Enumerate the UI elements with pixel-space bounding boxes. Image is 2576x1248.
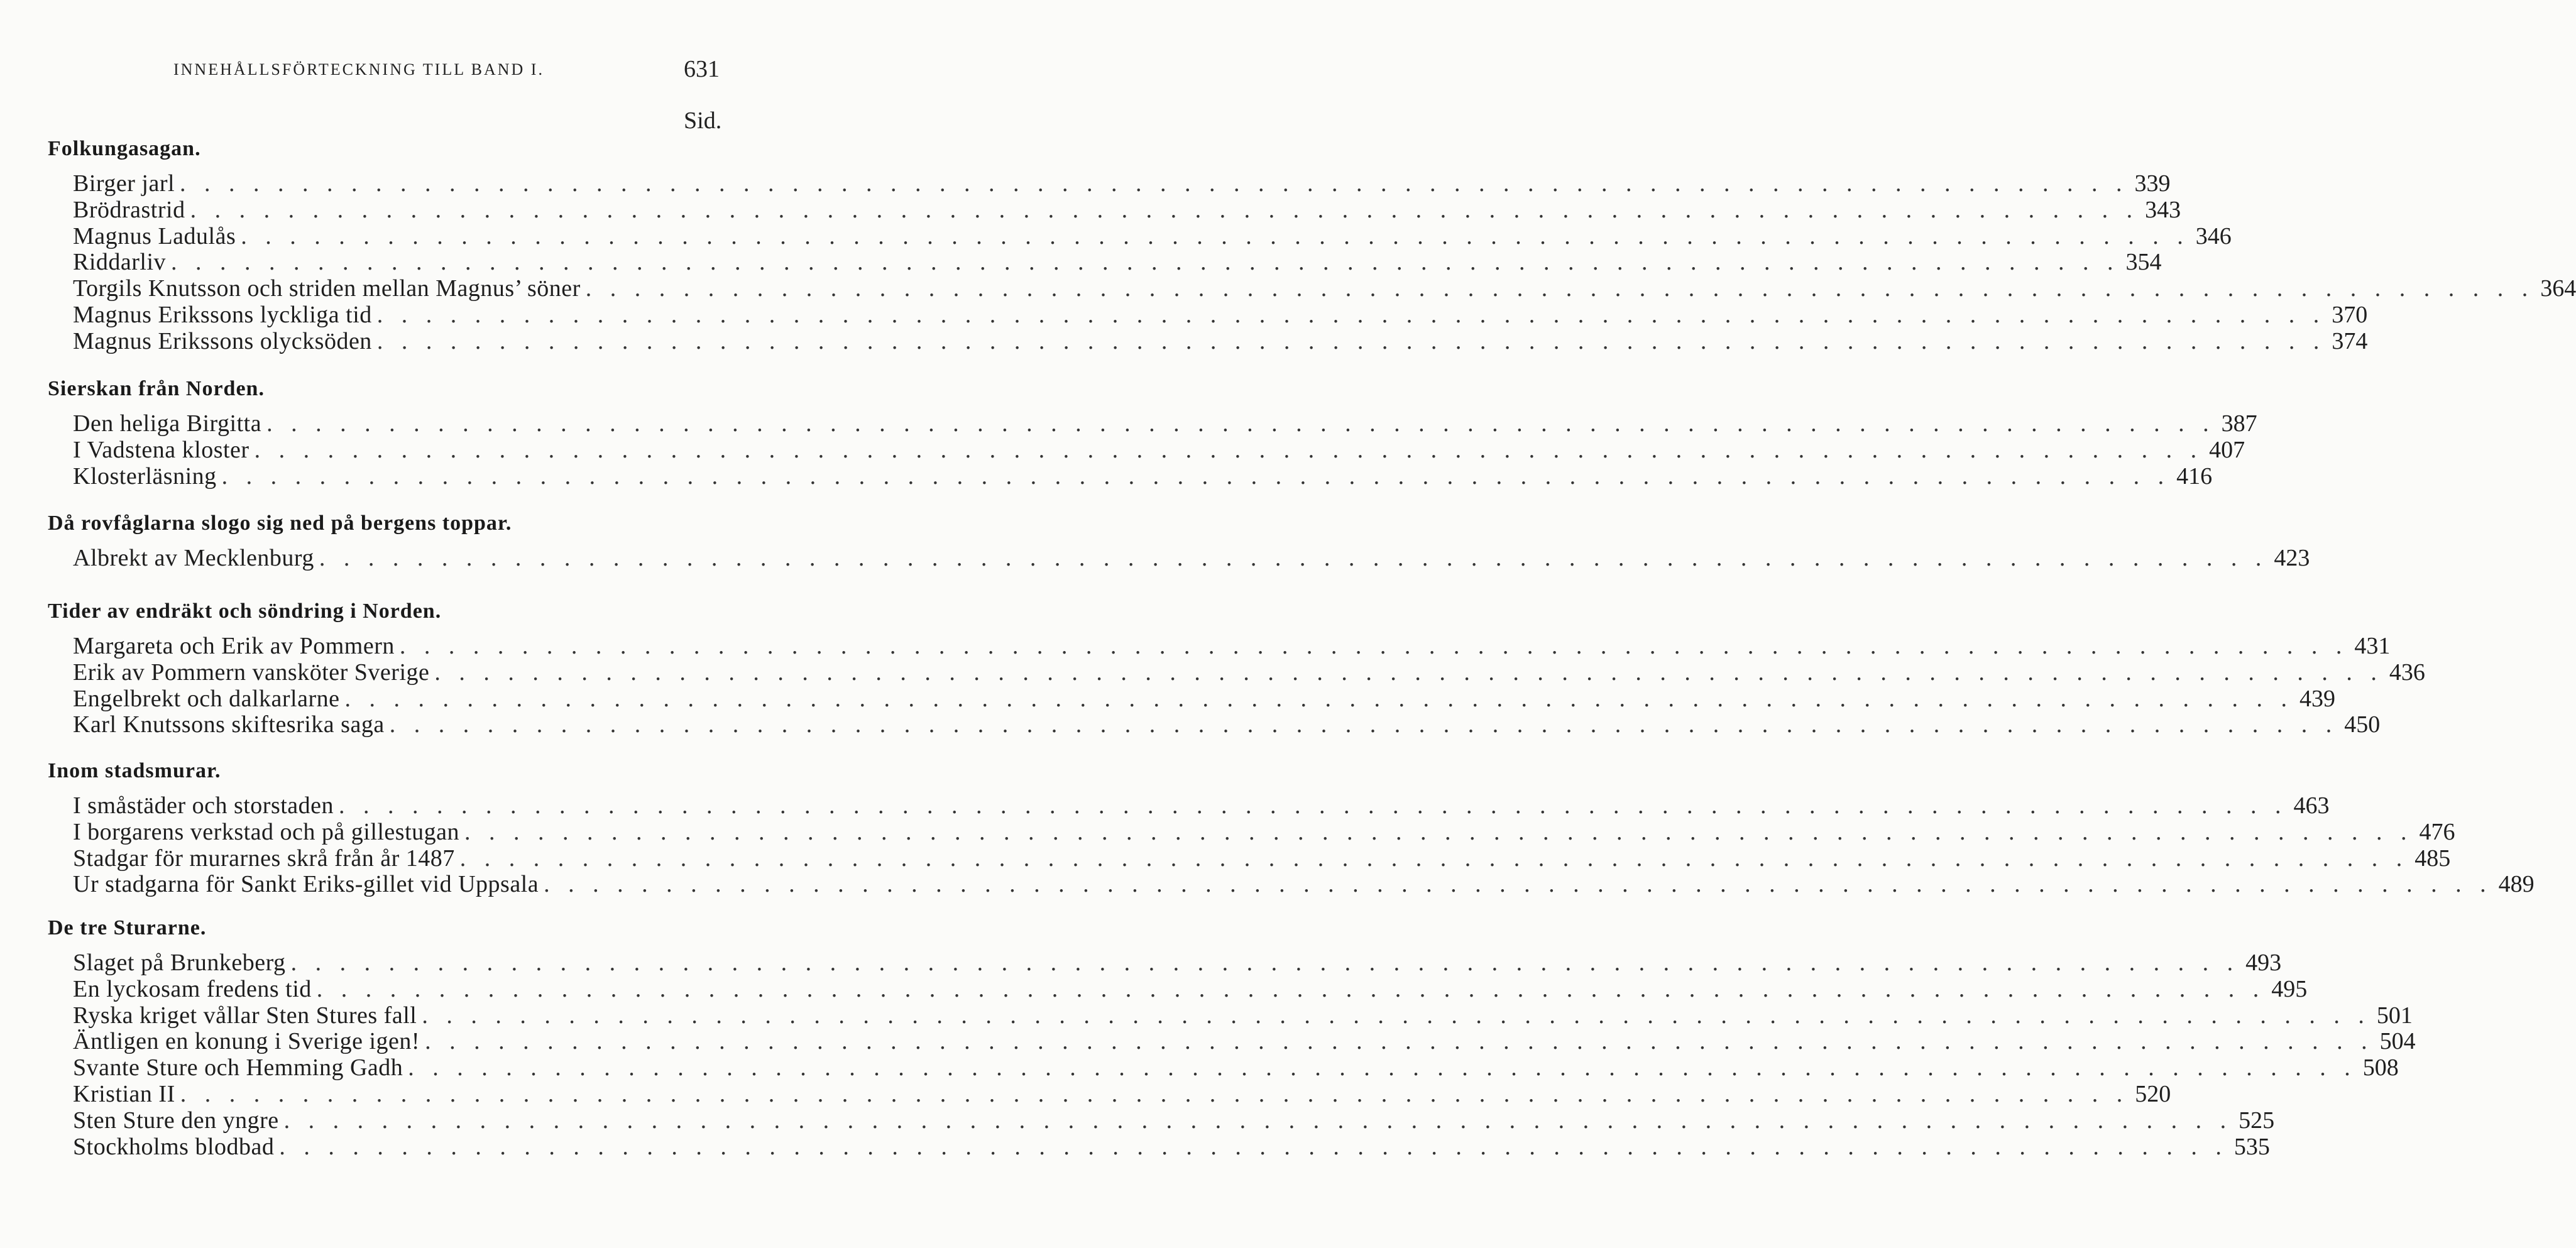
dot-leader: . . . . . . . . . . . . . . . . . . . . . . . . . . . . . . . . . . . . . . . . . . . . . . . . . . . . . . . . . . . . . . . . . . . . . . . . . . . . . . . . [376, 302, 2326, 328]
dot-leader: . . . . . . . . . . . . . . . . . . . . . . . . . . . . . . . . . . . . . . . . . . . . . . . . . . . . . . . . . . . . . . . . . . . . . . . . . . . . . . . . [241, 222, 2190, 249]
dot-leader: . . . . . . . . . . . . . . . . . . . . . . . . . . . . . . . . . . . . . . . . . . . . . . . . . . . . . . . . . . . . . . . . . . . . . . . . . . . . . . . . [180, 1081, 2129, 1107]
toc-entry [73, 1080, 2171, 1108]
toc-entry [73, 301, 2368, 329]
dot-leader: . . . . . . . . . . . . . . . . . . . . . . . . . . . . . . . . . . . . . . . . . . . . . . . . . . . . . . . . . . . . . . . . . . . . . . . . . . . . . . . . [422, 1002, 2370, 1029]
section-heading: De tre Sturarne. [48, 916, 207, 939]
entry-page-number: 450 [2344, 711, 2381, 738]
dot-leader: . . . . . . . . . . . . . . . . . . . . . . . . . . . . . . . . . . . . . . . . . . . . . . . . . . . . . . . . . . . . . . . . . . . . . . . . . . . . . . . . [316, 975, 2266, 1002]
entry-title: Brödrastrid [73, 196, 185, 223]
entry-page-number: 535 [2233, 1133, 2270, 1160]
dot-leader: . . . . . . . . . . . . . . . . . . . . . . . . . . . . . . . . . . . . . . . . . . . . . . . . . . . . . . . . . . . . . . . . . . . . . . . . . . . . . . . . [544, 871, 2492, 898]
entry-title: I Vadstena kloster [73, 436, 249, 463]
dot-leader: . . . . . . . . . . . . . . . . . . . . . . . . . . . . . . . . . . . . . . . . . . . . . . . . . . . . . . . . . . . . . . . . . . . . . . . . . . . . . . . . [319, 545, 2268, 571]
dot-leader: . . . . . . . . . . . . . . . . . . . . . . . . . . . . . . . . . . . . . . . . . . . . . . . . . . . . . . . . . . . . . . . . . . . . . . . . . . . . . . . . [434, 659, 2383, 686]
dot-leader: . . . . . . . . . . . . . . . . . . . . . . . . . . . . . . . . . . . . . . . . . . . . . . . . . . . . . . . . . . . . . . . . . . . . . . . . . . . . . . . . [425, 1028, 2374, 1055]
entry-page-number: 416 [2176, 463, 2213, 490]
entry-page-number: 339 [2134, 170, 2171, 197]
toc-entry [73, 685, 2335, 713]
running-header-title: INNEHÅLLSFÖRTECKNING TILL BAND I. [173, 60, 544, 79]
toc-entry [73, 949, 2282, 977]
entry-title: Äntligen en konung i Sverige igen! [73, 1028, 420, 1055]
entry-page-number: 431 [2354, 633, 2391, 659]
toc-entry [73, 436, 2245, 464]
dot-leader: . . . . . . . . . . . . . . . . . . . . . . . . . . . . . . . . . . . . . . . . . . . . . . . . . . . . . . . . . . . . . . . . . . . . . . . . . . . . . . . . [464, 818, 2413, 845]
entry-page-number: 354 [2125, 249, 2162, 276]
entry-title: Torgils Knutsson och striden mellan Magnus’ söner [73, 275, 581, 302]
entry-title: Den heliga Birgitta [73, 410, 262, 437]
entry-title: En lyckosam fredens tid [73, 975, 312, 1002]
entry-title: Birger jarl [73, 170, 175, 197]
entry-page-number: 436 [2389, 659, 2425, 686]
entry-page-number: 485 [2414, 845, 2451, 872]
dot-leader: . . . . . . . . . . . . . . . . . . . . . . . . . . . . . . . . . . . . . . . . . . . . . . . . . . . . . . . . . . . . . . . . . . . . . . . . . . . . . . . . [408, 1054, 2357, 1081]
entry-title: Erik av Pommern vansköter Sverige [73, 659, 430, 686]
entry-page-number: 501 [2376, 1002, 2413, 1029]
entry-page-number: 463 [2293, 792, 2330, 819]
entry-title: Stadgar för murarnes skrå från år 1487 [73, 845, 455, 872]
toc-entry [73, 632, 2391, 660]
entry-page-number: 476 [2419, 818, 2455, 845]
entry-page-number: 407 [2209, 436, 2245, 463]
entry-page-number: 489 [2498, 871, 2535, 898]
toc-entry [73, 275, 2576, 302]
dot-leader: . . . . . . . . . . . . . . . . . . . . . . . . . . . . . . . . . . . . . . . . . . . . . . . . . . . . . . . . . . . . . . . . . . . . . . . . . . . . . . . . [344, 685, 2293, 712]
entry-title: Engelbrekt och dalkarlarne [73, 685, 340, 712]
toc-entry [73, 870, 2535, 898]
entry-title: Klosterläsning [73, 463, 217, 490]
entry-page-number: 508 [2362, 1054, 2399, 1081]
toc-entry [73, 792, 2330, 819]
entry-page-number: 387 [2221, 410, 2257, 437]
section-heading: Sierskan från Norden. [48, 377, 265, 400]
dot-leader: . . . . . . . . . . . . . . . . . . . . . . . . . . . . . . . . . . . . . . . . . . . . . . . . . . . . . . . . . . . . . . . . . . . . . . . . . . . . . . . . [190, 196, 2139, 223]
entry-title: Magnus Ladulås [73, 222, 236, 249]
toc-entry [73, 659, 2425, 686]
entry-page-number: 343 [2145, 196, 2181, 223]
dot-leader: . . . . . . . . . . . . . . . . . . . . . . . . . . . . . . . . . . . . . . . . . . . . . . . . . . . . . . . . . . . . . . . . . . . . . . . . . . . . . . . . [171, 249, 2120, 276]
toc-entry [73, 544, 2310, 572]
dot-leader: . . . . . . . . . . . . . . . . . . . . . . . . . . . . . . . . . . . . . . . . . . . . . . . . . . . . . . . . . . . . . . . . . . . . . . . . . . . . . . . . [180, 170, 2129, 197]
toc-entry [73, 463, 2213, 490]
entry-page-number: 346 [2195, 222, 2232, 249]
entry-title: I småstäder och storstaden [73, 792, 334, 819]
entry-page-number: 504 [2379, 1028, 2416, 1055]
entry-page-number: 520 [2135, 1081, 2171, 1107]
toc-entry [73, 1133, 2270, 1161]
entry-page-number: 439 [2299, 685, 2335, 712]
entry-title: Svante Sture och Hemming Gadh [73, 1054, 403, 1081]
toc-entry [73, 248, 2162, 276]
entry-title: Sten Sture den yngre [73, 1107, 279, 1134]
entry-title: Margareta och Erik av Pommern [73, 633, 395, 659]
entry-title: Ryska kriget vållar Sten Stures fall [73, 1002, 417, 1029]
toc-entry [73, 711, 2381, 738]
entry-title: Stockholms blodbad [73, 1133, 275, 1160]
entry-title: Slaget på Brunkeberg [73, 950, 286, 976]
dot-leader: . . . . . . . . . . . . . . . . . . . . . . . . . . . . . . . . . . . . . . . . . . . . . . . . . . . . . . . . . . . . . . . . . . . . . . . . . . . . . . . . [221, 463, 2171, 490]
toc-entry [73, 1002, 2413, 1029]
dot-leader: . . . . . . . . . . . . . . . . . . . . . . . . . . . . . . . . . . . . . . . . . . . . . . . . . . . . . . . . . . . . . . . . . . . . . . . . . . . . . . . . [283, 1107, 2233, 1134]
toc-entry [73, 845, 2451, 872]
section-heading: Inom stadsmurar. [48, 759, 221, 782]
entry-title: Karl Knutssons skiftesrika saga [73, 711, 385, 738]
entry-page-number: 423 [2274, 545, 2310, 571]
entry-page-number: 495 [2271, 975, 2308, 1002]
dot-leader: . . . . . . . . . . . . . . . . . . . . . . . . . . . . . . . . . . . . . . . . . . . . . . . . . . . . . . . . . . . . . . . . . . . . . . . . . . . . . . . . [399, 633, 2349, 659]
toc-entry [73, 818, 2455, 846]
entry-page-number: 493 [2245, 950, 2282, 976]
toc-entry [73, 327, 2368, 355]
section-heading: Folkungasagan. [48, 137, 201, 160]
section-heading: Tider av endräkt och söndring i Norden. [48, 599, 442, 623]
entry-title: I borgarens verkstad och på gillestugan [73, 818, 460, 845]
entry-title: Magnus Erikssons lyckliga tid [73, 302, 372, 328]
dot-leader: . . . . . . . . . . . . . . . . . . . . . . . . . . . . . . . . . . . . . . . . . . . . . . . . . . . . . . . . . . . . . . . . . . . . . . . . . . . . . . . . [279, 1133, 2228, 1160]
entry-page-number: 525 [2239, 1107, 2275, 1134]
entry-title: Albrekt av Mecklenburg [73, 545, 314, 571]
page-column-label: Sid. [684, 107, 722, 134]
entry-page-number: 374 [2332, 327, 2368, 354]
dot-leader: . . . . . . . . . . . . . . . . . . . . . . . . . . . . . . . . . . . . . . . . . . . . . . . . . . . . . . . . . . . . . . . . . . . . . . . . . . . . . . . . [389, 711, 2338, 738]
dot-leader: . . . . . . . . . . . . . . . . . . . . . . . . . . . . . . . . . . . . . . . . . . . . . . . . . . . . . . . . . . . . . . . . . . . . . . . . . . . . . . . . [459, 845, 2409, 872]
section-heading: Då rovfåglarna slogo sig ned på bergens toppar. [48, 512, 512, 535]
dot-leader: . . . . . . . . . . . . . . . . . . . . . . . . . . . . . . . . . . . . . . . . . . . . . . . . . . . . . . . . . . . . . . . . . . . . . . . . . . . . . . . . [376, 327, 2326, 354]
entry-title: Ur stadgarna för Sankt Eriks-gillet vid Uppsala [73, 871, 539, 898]
page-number: 631 [684, 56, 720, 82]
entry-page-number: 364 [2540, 275, 2576, 302]
toc-entry [73, 222, 2232, 250]
entry-title: Riddarliv [73, 249, 167, 276]
dot-leader: . . . . . . . . . . . . . . . . . . . . . . . . . . . . . . . . . . . . . . . . . . . . . . . . . . . . . . . . . . . . . . . . . . . . . . . . . . . . . . . . [339, 792, 2288, 819]
dot-leader: . . . . . . . . . . . . . . . . . . . . . . . . . . . . . . . . . . . . . . . . . . . . . . . . . . . . . . . . . . . . . . . . . . . . . . . . . . . . . . . . [585, 275, 2535, 302]
toc-entry [73, 196, 2181, 224]
toc-entry [73, 1054, 2399, 1081]
toc-entry [73, 170, 2171, 197]
entry-page-number: 370 [2332, 302, 2368, 328]
toc-entry [73, 975, 2308, 1003]
toc-entry [73, 1107, 2275, 1134]
dot-leader: . . . . . . . . . . . . . . . . . . . . . . . . . . . . . . . . . . . . . . . . . . . . . . . . . . . . . . . . . . . . . . . . . . . . . . . . . . . . . . . . [254, 436, 2203, 463]
toc-entry [73, 410, 2257, 437]
dot-leader: . . . . . . . . . . . . . . . . . . . . . . . . . . . . . . . . . . . . . . . . . . . . . . . . . . . . . . . . . . . . . . . . . . . . . . . . . . . . . . . . [266, 410, 2215, 437]
dot-leader: . . . . . . . . . . . . . . . . . . . . . . . . . . . . . . . . . . . . . . . . . . . . . . . . . . . . . . . . . . . . . . . . . . . . . . . . . . . . . . . . [290, 950, 2240, 976]
toc-entry [73, 1027, 2416, 1055]
entry-title: Magnus Erikssons olycksöden [73, 327, 372, 354]
entry-title: Kristian II [73, 1081, 175, 1107]
